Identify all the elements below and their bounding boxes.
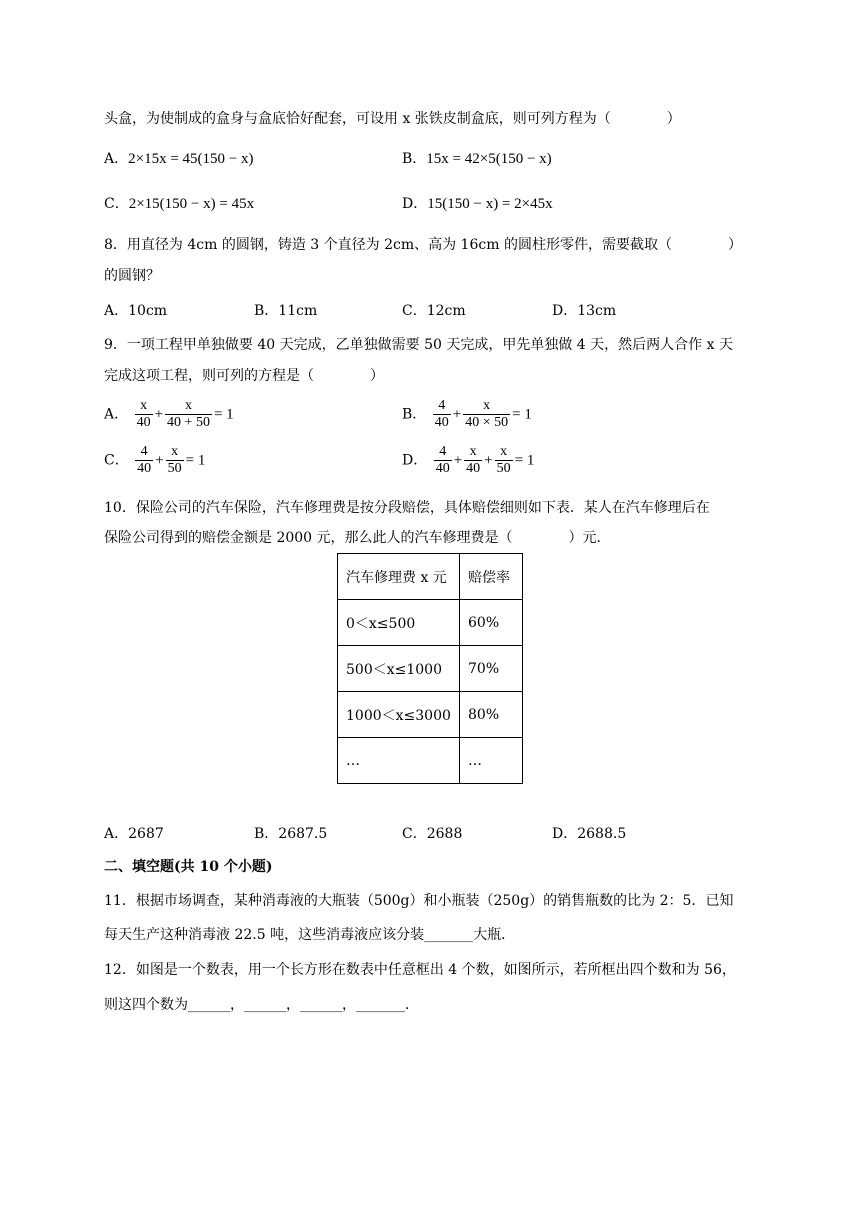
table-cell: 60% [460,600,523,646]
table-cell: 1000＜x≤3000 [338,692,460,738]
q7-option-c[interactable]: C．2×15(150 − x) = 45x [104,196,255,212]
q10-option-d[interactable]: D．2688.5 [552,826,627,842]
fraction: $\frac{x}{40 + 50}$ [167,398,210,430]
q12-stem-line2: 则这四个数为______，______，______，_______． [104,997,419,1013]
q8-option-d[interactable]: D．13cm [552,303,617,319]
table-cell: 0＜x≤500 [338,600,460,646]
compensation-table [337,553,523,784]
q7-stem: 头盒，为使制成的盒身与盒底恰好配套，可设用 x 张铁皮制盒底，则可列方程为（ ） [104,111,681,127]
fraction: $\frac{4}{40}$ [434,398,449,430]
q10-option-c[interactable]: C．2688 [402,826,463,842]
fraction: $\frac{x}{40 \times 50}$ [465,398,509,430]
q11-stem-line1: 11．根据市场调查，某种消毒液的大瓶装（500g）和小瓶装（250g）的销售瓶数的比为 2：5．已知 [104,893,734,909]
q9-option-b[interactable]: B． $\frac{4}{40}$ + $\frac{x}{40 \times 50}$ = 1 [402,398,532,430]
fraction: $\frac{x}{50}$ [167,444,182,476]
table-row [338,692,523,738]
q8-option-a[interactable]: A．10cm [104,303,168,319]
table-cell: … [460,738,523,784]
section-title: 二、填空题(共 10 个小题) [104,859,273,875]
table-cell: … [338,738,460,784]
table-row [338,738,523,784]
q8-option-b[interactable]: B．11cm [254,303,318,319]
q10-stem-line2: 保险公司得到的赔偿金额是 2000 元，那么此人的汽车修理费是（ ）元． [104,530,611,546]
table-header-cell: 赔偿率 [460,554,523,600]
q12-stem-line1: 12．如图是一个数表，用一个长方形在数表中任意框出 4 个数，如图所示，若所框出四个数和为 56， [104,962,736,978]
q7-option-b[interactable]: B．15x = 42×5(150 − x) [402,151,552,167]
q9-stem-line2: 完成这项工程，则可列的方程是（ ） [104,368,384,384]
q10-option-a[interactable]: A．2687 [104,826,164,842]
fraction: $\frac{x}{40}$ [136,398,151,430]
q10-stem-line1: 10．保险公司的汽车保险，汽车修理费是按分段赔偿，具体赔偿细则如下表．某人在汽车修理后在 [104,500,710,516]
fraction: $\frac{x}{40}$ [466,444,481,476]
q7-option-d[interactable]: D．15(150 − x) = 2×45x [402,196,553,212]
q9-option-c[interactable]: C． $\frac{4}{40}$ + $\frac{x}{50}$ = 1 [104,444,206,476]
fraction: $\frac{4}{40}$ [137,444,152,476]
fraction: $\frac{x}{50}$ [496,444,511,476]
q8-stem-line1: 8．用直径为 4cm 的圆钢，铸造 3 个直径为 2cm、高为 16cm 的圆柱形零件，需要截取（ ） [104,237,742,253]
table-row [338,646,523,692]
table-row [338,600,523,646]
q11-stem-line2: 每天生产这种消毒液 22.5 吨，这些消毒液应该分装_______大瓶． [104,927,516,943]
q9-option-d[interactable]: D． $\frac{4}{40}$ + $\frac{x}{40}$ + $\frac{x}{50}$ = 1 [402,444,535,476]
q10-option-b[interactable]: B．2687.5 [254,826,328,842]
table-cell: 500＜x≤1000 [338,646,460,692]
table-header-row [338,554,523,600]
table-header-cell: 汽车修理费 x 元 [338,554,460,600]
table-cell: 80% [460,692,523,738]
table-cell: 70% [460,646,523,692]
q9-stem-line1: 9．一项工程甲单独做要 40 天完成，乙单独做需要 50 天完成，甲先单独做 4 天，然后两人合作 x 天 [104,337,733,353]
fraction: $\frac{4}{40}$ [435,444,450,476]
q9-option-a[interactable]: A． $\frac{x}{40}$ + $\frac{x}{40 + 50}$ = 1 [104,398,234,430]
q8-stem-line2: 的圆钢？ [104,268,160,284]
q7-option-a[interactable]: A．2×15x = 45(150 − x) [104,151,254,167]
q8-option-c[interactable]: C．12cm [402,303,466,319]
